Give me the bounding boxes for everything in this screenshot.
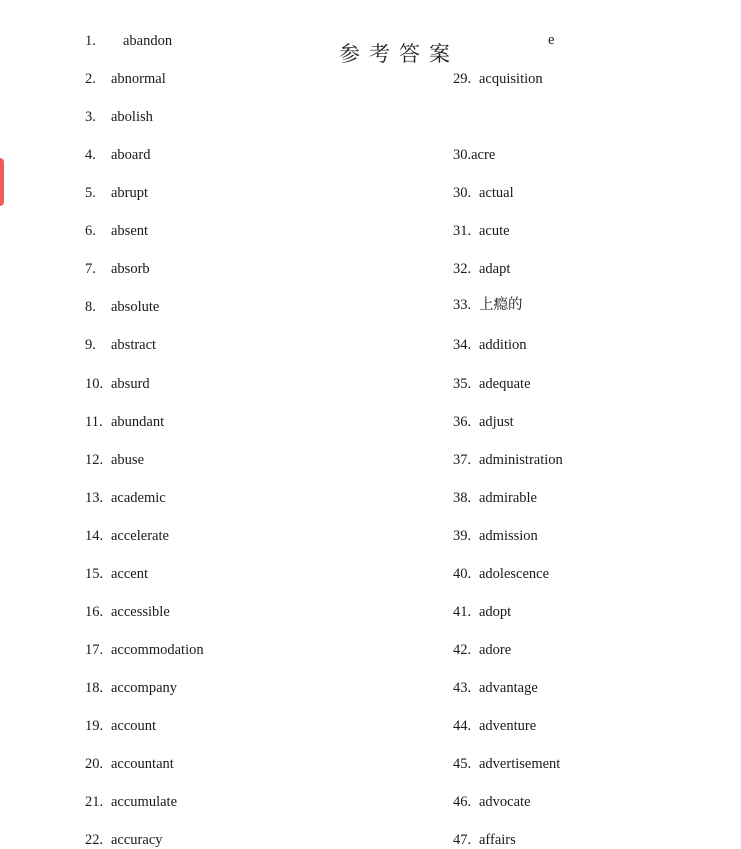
right-answer-row — [453, 70, 543, 88]
item-number: 39. — [453, 528, 472, 544]
item-number: 3. — [85, 109, 96, 125]
item-number: 22. — [85, 832, 104, 848]
answer-word: advantage — [479, 680, 538, 696]
right-answer-row — [453, 451, 563, 469]
answer-word: account — [111, 718, 157, 734]
answer-word: advertisement — [479, 756, 561, 772]
right-answer-row — [453, 184, 514, 202]
right-answer-row — [453, 296, 523, 314]
right-answer-row — [453, 603, 511, 621]
item-number: 12. — [85, 452, 104, 468]
answer-word: accessible — [111, 604, 170, 620]
right-answer-row — [453, 336, 527, 354]
answer-word: abundant — [111, 414, 165, 430]
right-answer-row — [453, 641, 511, 659]
right-answer-row — [453, 565, 549, 583]
answer-word: academic — [111, 490, 166, 506]
item-number: 45. — [453, 756, 472, 772]
item-number: 44. — [453, 718, 472, 734]
left-answer-row — [85, 565, 148, 583]
item-number: 1. — [85, 33, 96, 49]
item-number: 10. — [85, 376, 104, 392]
page-title: 参考答案 — [337, 38, 461, 68]
answer-word: acquisition — [479, 71, 543, 87]
left-answer-row — [85, 717, 156, 735]
left-answer-row — [85, 336, 156, 354]
item-number: 38. — [453, 490, 472, 506]
answer-word: adventure — [479, 718, 537, 734]
answer-word: adjust — [479, 414, 514, 430]
item-number: 4. — [85, 147, 96, 163]
item-number: 20. — [85, 756, 104, 772]
answer-word: adopt — [479, 604, 512, 620]
left-answer-row — [85, 146, 150, 164]
left-answer-row — [85, 755, 174, 773]
answer-word: adapt — [479, 261, 511, 277]
right-answer-row — [453, 793, 531, 811]
item-number: 36. — [453, 414, 472, 430]
item-number: 46. — [453, 794, 472, 810]
answer-word: advocate — [479, 794, 531, 810]
left-answer-row — [85, 375, 150, 393]
item-number: 6. — [85, 223, 96, 239]
right-answer-row — [453, 260, 510, 278]
left-answer-row — [85, 70, 166, 88]
item-number: 29. — [453, 71, 472, 87]
answer-word: abolish — [111, 109, 153, 125]
item-number: 17. — [85, 642, 104, 658]
item-number: 33. — [453, 297, 472, 313]
left-answer-row — [85, 32, 172, 50]
right-answer-row — [453, 527, 538, 545]
item-number: 47. — [453, 832, 472, 848]
answer-word: abnormal — [111, 71, 166, 87]
left-answer-row — [85, 603, 170, 621]
clipped-word-fragment: e — [548, 32, 555, 48]
answer-word: accelerate — [111, 528, 169, 544]
answer-word: affairs — [479, 832, 516, 848]
answer-word: abrupt — [111, 185, 149, 201]
left-answer-row — [85, 413, 164, 431]
answer-word: adore — [479, 642, 512, 658]
answer-word: abuse — [111, 452, 145, 468]
answer-word: accountant — [111, 756, 174, 772]
item-number: 30. — [453, 185, 472, 201]
item-number: 9. — [85, 337, 96, 353]
item-number: 7. — [85, 261, 96, 277]
right-answer-row — [453, 489, 537, 507]
left-answer-row — [85, 489, 166, 507]
answer-word: accent — [111, 566, 149, 582]
answer-word: 上瘾的 — [479, 297, 523, 313]
answer-word: acre — [471, 147, 496, 163]
answer-word: actual — [479, 185, 514, 201]
right-answer-row — [453, 755, 560, 773]
item-number: 32. — [453, 261, 472, 277]
item-number: 19. — [85, 718, 104, 734]
answer-word: aboard — [111, 147, 151, 163]
answer-word: admirable — [479, 490, 537, 506]
item-number: 43. — [453, 680, 472, 696]
left-answer-row — [85, 298, 159, 316]
item-number: 42. — [453, 642, 472, 658]
item-number: 2. — [85, 71, 96, 87]
item-number: 14. — [85, 528, 104, 544]
item-number: 34. — [453, 337, 472, 353]
item-number: 13. — [85, 490, 104, 506]
item-number: 41. — [453, 604, 472, 620]
answer-word: adequate — [479, 376, 531, 392]
answer-word: accumulate — [111, 794, 178, 810]
answer-word: addition — [479, 337, 527, 353]
item-number: 40. — [453, 566, 472, 582]
right-answer-row — [453, 831, 516, 849]
answer-word: absurd — [111, 376, 150, 392]
item-number: 35. — [453, 376, 472, 392]
answer-word: absent — [111, 223, 149, 239]
left-answer-row — [85, 108, 153, 126]
left-answer-row — [85, 260, 150, 278]
left-answer-row — [85, 527, 169, 545]
answer-word: adolescence — [479, 566, 550, 582]
answer-word: accuracy — [111, 832, 163, 848]
item-number: 30. — [453, 147, 472, 163]
left-answer-row — [85, 641, 204, 659]
answer-word: absolute — [111, 299, 160, 315]
item-number: 31. — [453, 223, 472, 239]
answer-word: administration — [479, 452, 563, 468]
left-answer-row — [85, 679, 177, 697]
left-answer-row — [85, 793, 177, 811]
right-answer-row — [453, 222, 510, 240]
answer-word: accommodation — [111, 642, 204, 658]
left-answer-row — [85, 451, 144, 469]
item-number: 11. — [85, 414, 103, 430]
item-number: 16. — [85, 604, 104, 620]
right-answer-row — [453, 375, 531, 393]
left-answer-row — [85, 222, 148, 240]
answer-word: abstract — [111, 337, 157, 353]
item-number: 15. — [85, 566, 104, 582]
left-answer-row — [85, 184, 148, 202]
answer-word: accompany — [111, 680, 178, 696]
answer-word: abandon — [123, 33, 173, 49]
right-answer-row — [453, 679, 538, 697]
item-number: 21. — [85, 794, 104, 810]
answer-word: acute — [479, 223, 510, 239]
side-tab-marker[interactable] — [0, 158, 4, 206]
item-number: 5. — [85, 185, 96, 201]
answer-word: absorb — [111, 261, 150, 277]
left-answer-row — [85, 831, 163, 849]
answer-word: admission — [479, 528, 538, 544]
right-answer-row — [453, 413, 514, 431]
item-number: 18. — [85, 680, 104, 696]
item-number: 8. — [85, 299, 96, 315]
right-answer-row — [453, 717, 536, 735]
item-number: 37. — [453, 452, 472, 468]
right-answer-row — [453, 146, 495, 164]
